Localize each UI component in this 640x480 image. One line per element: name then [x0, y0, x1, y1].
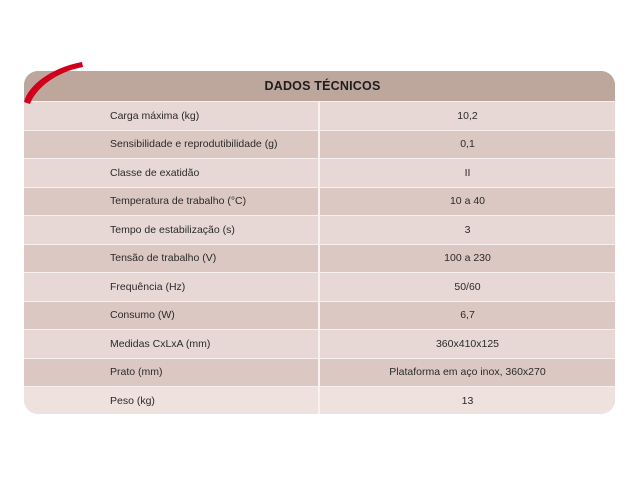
row-value: 6,7 — [460, 309, 475, 322]
row-label: Prato (mm) — [110, 366, 163, 379]
row-label: Sensibilidade e reprodutibilidade (g) — [110, 138, 278, 151]
row-label: Frequência (Hz) — [110, 280, 186, 293]
column-divider — [318, 101, 320, 414]
row-label: Temperatura de trabalho (°C) — [110, 195, 247, 208]
row-label: Carga máxima (kg) — [110, 109, 200, 122]
row-label: Tensão de trabalho (V) — [110, 252, 217, 265]
row-value: Plataforma em aço inox, 360x270 — [389, 366, 546, 379]
row-value: 50/60 — [454, 280, 481, 293]
technical-data-table — [24, 71, 615, 414]
row-label: Medidas CxLxA (mm) — [110, 337, 211, 350]
row-value: 13 — [461, 394, 474, 407]
row-value: II — [464, 166, 471, 179]
table-header — [24, 71, 615, 101]
table-title: DADOS TÉCNICOS — [264, 79, 381, 93]
row-value: 100 a 230 — [444, 252, 491, 265]
row-value: 0,1 — [460, 138, 475, 151]
row-label: Tempo de estabilização (s) — [110, 223, 235, 236]
row-value: 10,2 — [457, 109, 478, 122]
row-label: Peso (kg) — [110, 394, 155, 407]
row-label: Classe de exatidão — [110, 166, 200, 179]
row-value: 10 a 40 — [449, 195, 486, 208]
row-value: 360x410x125 — [435, 337, 500, 350]
row-value: 3 — [464, 223, 471, 236]
red-swoosh-icon — [20, 58, 90, 108]
row-label: Consumo (W) — [110, 309, 175, 322]
